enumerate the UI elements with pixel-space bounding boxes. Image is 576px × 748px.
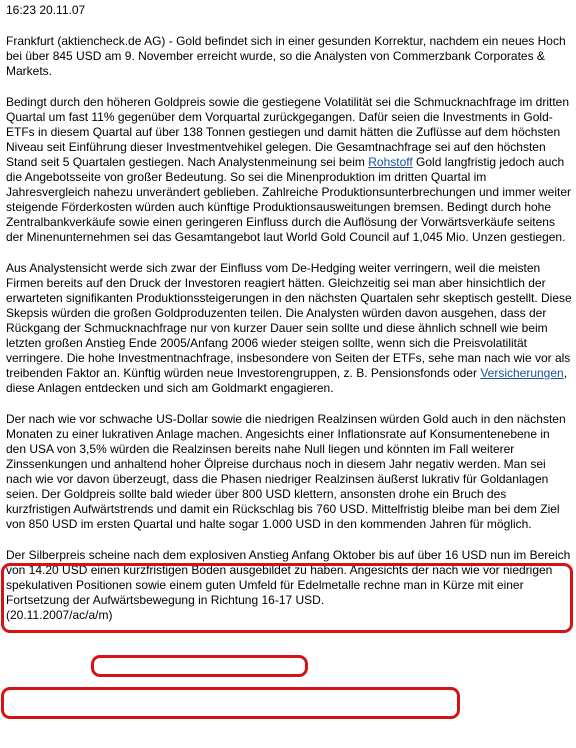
- paragraph-analyst-view: [6, 261, 572, 396]
- paragraph-demand-text-1: Bedingt durch den höheren Goldpreis sowie die gestiegene Volatilität sei die Schmucknachfrage im dritten Quartal um fast 11% gegenüber dem Vorquartal zurückgegangen. Dafür seien die Investments in Gold-ETFs in diesem Quartal auf über 138 Tonnen gestiegen und damit hätten die Zuflüsse auf dem höchsten Niveau seit Einführung dieser Investmentvehikel gelegen. Die Gesamtnachfrage sei auf den höchsten Stand seit 5 Quartalen gestiegen. Nach Analystenmeinung sei beim: [6, 95, 570, 169]
- highlight-silver-target: [1, 687, 460, 719]
- article-timestamp: 16:23 20.11.07: [6, 3, 86, 17]
- article: [6, 3, 572, 623]
- paragraph-demand: [6, 95, 572, 245]
- paragraph-intro: Frankfurt (aktiencheck.de AG) - Gold befindet sich in einer gesunden Korrektur, nachdem ein neues Hoch bei über 845 USD am 9. November erreicht wurde, so die Analysten von Commerzbank Corporates & Markets.: [6, 34, 566, 78]
- paragraph-analyst-text-1: Aus Analystensicht werde sich zwar der Einfluss vom De-Hedging weiter verringern, weil die meisten Firmen bereits auf den Druck der Investoren reagiert hätten. Gleichzeitig sei man aber hinsichtlich der erwarteten signifikanten Produktionssteigerungen in den nächsten Quartalen sehr skeptisch gestellt. Diese Skepsis würden die großen Goldproduzenten teilen. Die Analysten würden davon ausgehen, dass der Rückgang der Schmucknachfrage nur von kurzer Dauer sein sollte und diese ähnlich schnell wie beim letzten großen Anstieg Ende 2005/Anfang 2006 wieder steigen sollte, wenn sich die Preisvolatilität verringere. Die hohe Investmentnachfrage, insbesondere von Seiten der ETFs, sehe man nach wie vor als treibenden Faktor an. Künftig würden neue Investorengruppen, z. B. Pensionsfonds oder: [6, 261, 572, 380]
- versicherungen-link[interactable]: Versicherungen: [480, 366, 564, 380]
- rohstoff-link[interactable]: Rohstoff: [368, 155, 413, 169]
- article-source: (20.11.2007/ac/a/m): [6, 608, 113, 622]
- paragraph-dollar: Der nach wie vor schwache US-Dollar sowie die niedrigen Realzinsen würden Gold auch in den nächsten Monaten zu einer lukrativen Anlage machen. Angesichts einer Inflationsrate auf Konsumentenebene in den USA von 3,5% würden die Realzinsen bereits nahe Null liegen und könnten im Fall weiterer Zinssenkungen und anhaltend hoher Ölpreise durchaus noch in diesem Jahr negativ werden. Man sei nach wie vor davon überzeugt, dass die Phasen niedriger Realzinsen äußerst lukrativ für Goldanlagen seien. Der Goldpreis sollte bald wieder über 800 USD klettern, ansonsten drohe ein Bruch des kurzfristigen Aufwärtstrends und damit ein Rückschlag bis 760 USD. Mittelfristig bleibe man bei dem Ziel von 850 USD im ersten Quartal und halte sogar 1.000 USD in den kommenden Jahren für möglich.: [6, 412, 566, 531]
- paragraph-silver: Der Silberpreis scheine nach dem explosiven Anstieg Anfang Oktober bis auf über 16 USD nun im Bereich von 14.20 USD einen kurzfristigen Boden ausgebildet zu haben. Angesichts der nach wie vor niedrigen spekulativen Positionen sowie einem guten Umfeld für Edelmetalle rechne man in Kürze mit einer Fortsetzung der Aufwärtsbewegung in Richtung 16-17 USD.: [6, 548, 571, 607]
- paragraph-demand-text-2: Gold langfristig jedoch auch die Angebotsseite von großer Bedeutung. So sei die Minenproduktion im dritten Quartal im Jahresvergleich nahezu unverändert geblieben. Zahlreiche Produktionsunterbrechungen und immer weiter steigende Förderkosten würden auch künftige Produktionsausweitungen bremsen. Bedingt durch hohe Zentralbankverkäufe sowie einen geringeren Einfluss durch die Auflösung der Vorwärtsverkäufe seitens der Minenunternehmen sei das Gesamtangebot laut World Gold Council auf 1,045 Mio. Unzen gestiegen.: [6, 155, 572, 244]
- paragraph-analyst-text-2: , diese Anlagen entdecken und sich am Goldmarkt engagieren.: [6, 366, 568, 395]
- highlight-silver-floor: [91, 655, 308, 677]
